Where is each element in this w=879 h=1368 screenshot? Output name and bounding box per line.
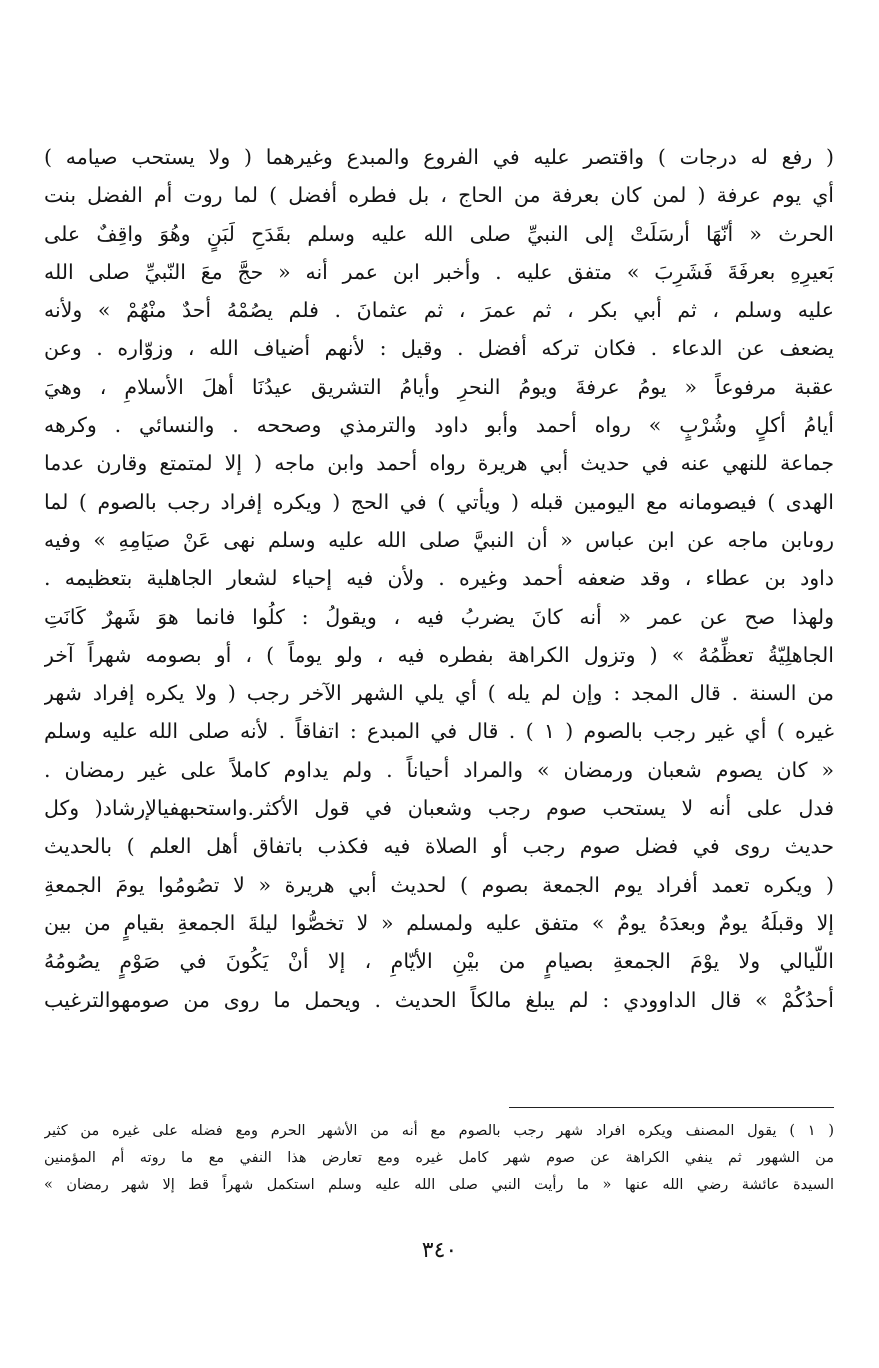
footnote-divider	[509, 1107, 834, 1108]
text-line: جماعة للنهي عنه في حديث أبي هريرة رواه أحمد وابن ماجه ( إلا لمتمتع وقارن عدما	[44, 451, 834, 476]
page-number: ٣٤٠	[421, 1238, 458, 1263]
text-line: أي يوم عرفة ( لمن كان بعرفة من الحاج ، بل فطره أفضل ) لما روت أم الفضل بنت	[44, 183, 834, 208]
footnote-line: السيدة عائشة رضي الله عنها « ما رأيت النبي صلى الله عليه وسلم استكمل شهراً قط إلا شهر رمضان »	[44, 1177, 834, 1193]
text-line: أحدُكُمْ » قال الداوودي : لم يبلغ مالكاً الحديث . ويحمل ما روى من صومهوالترغيب	[44, 987, 834, 1012]
text-line: الهدى ) فيصومانه مع اليومين قبله ( ويأتي ) في الحج ( ويكره إفراد رجب بالصوم ) لما	[44, 489, 834, 514]
footnote-line: من الشهور ثم ينفي الكراهة عن صوم شهر كامل غيره ومع تعارض هذا النفي مع ما روته أم المؤمنين	[44, 1150, 834, 1166]
text-line: من السنة . قال المجد : وإن لم يله ) أي يلي الشهر الآخر رجب ( ولا يكره إفراد شهر	[44, 681, 834, 706]
text-line: عقبة مرفوعاً « يومُ عرفةَ ويومُ النحرِ وأيامُ التشريق عيدُنَا أهلَ الأسلامِ ، وهيَ	[44, 374, 834, 399]
text-line: يضعف عن الدعاء . فكان تركه أفضل . وقيل : لأنهم أضياف الله ، وزوّاره . وعن	[44, 336, 834, 361]
text-line: ولهذا صح عن عمر « أنه كانَ يضربُ فيه ، ويقولُ : كلُوا فانما هوَ شَهرٌ كَانَتِ	[44, 604, 834, 629]
text-line: اللّيالي ولا يوْمَ الجمعةِ بصيامٍ من بيْنِ الأيّامِ ، إلا أنْ يَكُونَ في صَوْمٍ يصُومُهُ	[44, 949, 834, 974]
text-line: فدل على أنه لا يستحب صوم رجب وشعبان في قول الأكثر.واستحبهفيالإرشاد( وكل	[44, 796, 834, 821]
text-line: حديث روى في فضل صوم رجب أو الصلاة فيه فكذب باتفاق أهل العلم ) بالحديث	[44, 834, 834, 859]
footnote-line: ( ١ ) يقول المصنف ويكره افراد شهر رجب بالصوم مع أنه من الأشهر الحرم ومع فضله على غيره من كثير	[44, 1123, 834, 1139]
text-line: بَعيرِهِ بعرفَةَ فَشَرِبَ » متفق عليه . وأخبر ابن عمر أنه « حجَّ معَ النّبيِّ صلى الله	[44, 259, 834, 284]
text-line: غيره ) أي غير رجب بالصوم ( ١ ) . قال في المبدع : اتفاقاً . لأنه صلى الله عليه وسلم	[44, 719, 834, 744]
text-line: إلا وقبلَهُ يومٌ وبعدَهُ يومٌ » متفق عليه ولمسلم « لا تخصُّوا ليلةَ الجمعةِ بقيامٍ من بين	[44, 910, 834, 935]
text-line: روىابن ماجه عن ابن عباس « أن النبيَّ صلى الله عليه وسلم نهى عَنْ صيَامِهِ » وفيه	[44, 527, 834, 552]
text-line: « كان يصوم شعبان ورمضان » والمراد أحياناً . ولم يداوم كاملاً على غير رمضان .	[44, 757, 834, 782]
text-line: ( ويكره تعمد أفراد يوم الجمعة بصوم ) لحديث أبي هريرة « لا تصُومُوا يومَ الجمعةِ	[44, 872, 834, 897]
text-line: الحرث « أنّهَا أرسَلَتْ إلى النبيِّ صلى الله عليه وسلم بقَدَحِ لَبَنٍ وهُوَ واقِفٌ على	[44, 221, 834, 246]
text-line: أيامُ أكلٍ وشُرْبٍ » رواه أحمد وأبو داود والترمذي وصححه . والنسائي . وكرهه	[44, 413, 834, 438]
text-line: الجاهلِيّةُ تعظِّمُهُ » ( وتزول الكراهة بفطره فيه ، ولو يوماً ) ، أو بصومه شهراً آخر	[44, 642, 834, 667]
text-line: داود بن عطاء ، وقد ضعفه أحمد وغيره . ولأن فيه إحياء لشعار الجاهلية بتعظيمه .	[44, 566, 834, 591]
text-line: عليه وسلم ، ثم أبي بكر ، ثم عمرَ ، ثم عثمانَ . فلم يصُمْهُ أحدٌ منْهُمْ » ولأنه	[44, 298, 834, 323]
main-text	[44, 138, 834, 1019]
footnotes	[44, 1118, 834, 1199]
text-line: ( رفع له درجات ) واقتصر عليه في الفروع والمبدع وغيرهما ( ولا يستحب صيامه )	[44, 145, 834, 169]
